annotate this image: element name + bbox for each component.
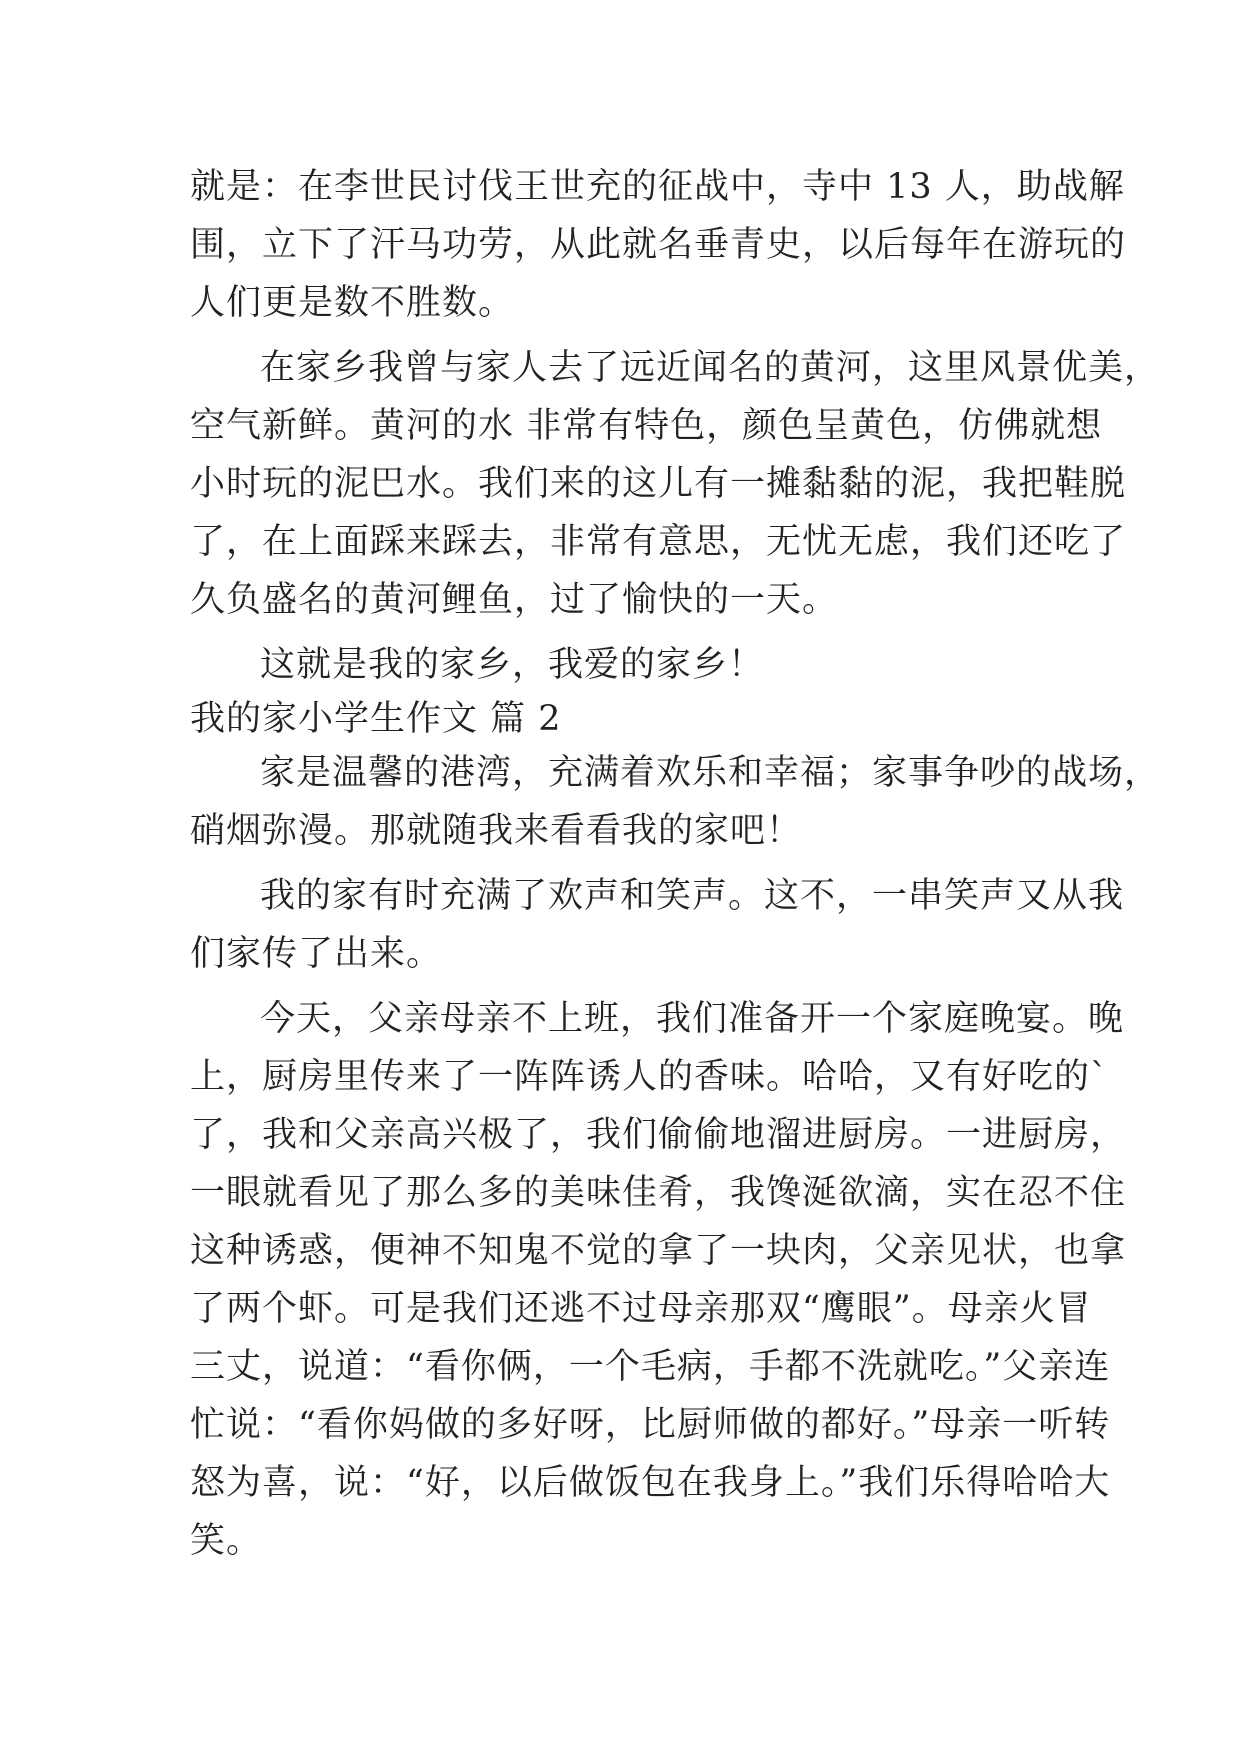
text-line: 围，立下了汗马功劳，从此就名垂青史，以后每年在游玩的 [190, 225, 1127, 265]
text-line: 们家传了出来。 [190, 934, 443, 974]
text-line: 了两个虾。可是我们还逃不过母亲那双“鹰眼”。母亲火冒 [190, 1289, 1092, 1329]
paragraph [190, 867, 1125, 983]
document-body [190, 158, 1161, 1570]
paragraph [190, 990, 1127, 1570]
text-line: 家是温馨的港湾，充满着欢乐和幸福；家事争吵的战场， [260, 753, 1161, 793]
text-line: 小时玩的泥巴水。我们来的这儿有一摊黏黏的泥，我把鞋脱 [190, 464, 1127, 504]
text-line: 在家乡我曾与家人去了远近闻名的黄河，这里风景优美， [260, 348, 1161, 388]
paragraph [190, 744, 1161, 860]
text-line: 人们更是数不胜数。 [190, 283, 515, 323]
text-line: 三丈，说道：“看你俩，一个毛病，手都不洗就吃。”父亲连 [190, 1347, 1111, 1387]
paragraph [190, 636, 1070, 694]
paragraph [190, 339, 1161, 629]
text-line: 了，在上面踩来踩去，非常有意思，无忧无虑，我们还吃了 [190, 522, 1127, 562]
text-line: 这种诱惑，便神不知鬼不觉的拿了一块肉，父亲见状，也拿 [190, 1231, 1127, 1271]
text-line: 久负盛名的黄河鲤鱼，过了愉快的一天。 [190, 580, 839, 620]
text-line: 这就是我的家乡，我爱的家乡！ [260, 645, 765, 685]
text-line: 上，厨房里传来了一阵阵诱人的香味。哈哈，又有好吃的` [190, 1057, 1109, 1097]
text-line: 我的家有时充满了欢声和笑声。这不，一串笑声又从我 [260, 876, 1125, 916]
text-line: 就是：在李世民讨伐王世充的征战中，寺中 13 人，助战解 [190, 167, 1125, 207]
text-line: 笑。 [190, 1521, 263, 1561]
text-line: 今天，父亲母亲不上班，我们准备开一个家庭晚宴。晚 [260, 999, 1125, 1039]
text-line: 怒为喜，说：“好，以后做饭包在我身上。”我们乐得哈哈大 [190, 1463, 1111, 1503]
text-line: 了，我和父亲高兴极了，我们偷偷地溜进厨房。一进厨房， [190, 1115, 1127, 1155]
text-line: 空气新鲜。黄河的水 非常有特色，颜色呈黄色，仿佛就想 [190, 406, 1103, 446]
text-line: 一眼就看见了那么多的美味佳肴，我馋涎欲滴，实在忍不住 [190, 1173, 1127, 1213]
section-heading [190, 694, 1070, 744]
heading-text: 我的家小学生作文 篇 2 [190, 699, 562, 739]
text-line: 忙说：“看你妈做的多好呀，比厨师做的都好。”母亲一听转 [190, 1405, 1111, 1445]
paragraph [190, 158, 1127, 332]
text-line: 硝烟弥漫。那就随我来看看我的家吧！ [190, 811, 803, 851]
